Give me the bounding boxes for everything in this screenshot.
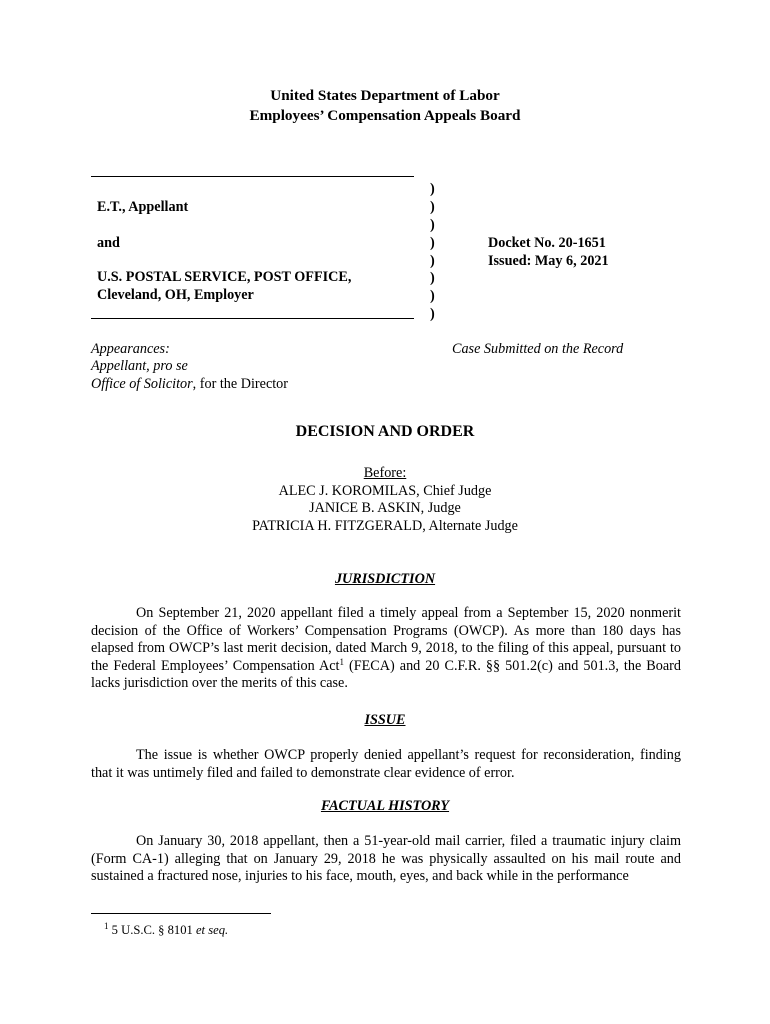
docket-number: Docket No. 20-1651 — [488, 235, 606, 251]
appearances-label: Appearances: — [91, 341, 170, 357]
caption-paren: ) — [430, 181, 435, 197]
agency-header — [0, 86, 770, 125]
employer-name — [97, 269, 351, 304]
footnote — [104, 922, 228, 940]
footnote-text: 5 U.S.C. § 8101 — [108, 923, 196, 937]
judge-name: PATRICIA H. FITZGERALD, Alternate Judge — [252, 518, 518, 535]
appearances-block — [91, 341, 288, 393]
footnote-rule — [91, 913, 271, 914]
caption-paren: ) — [430, 198, 435, 215]
employer-line-1: U.S. POSTAL SERVICE, POST OFFICE, — [97, 269, 352, 285]
jurisdiction-paragraph — [91, 605, 681, 693]
footnote-et-seq: et seq. — [195, 923, 229, 937]
caption-paren: ) — [430, 252, 435, 269]
judge-name: ALEC J. KOROMILAS, Chief Judge — [278, 482, 492, 499]
footnote-reference[interactable]: 1 — [339, 656, 344, 667]
before-label: Before: — [363, 465, 407, 481]
appellant-name: E.T., Appellant — [97, 199, 189, 215]
factual-history-paragraph: On January 30, 2018 appellant, then a 51-year-old mail carrier, filed a traumatic injury claim (Form CA-1) alleging that on January 29, 2018 he was physically assaulted on his mail route and sustained a fractured nose, injuries to his face, mouth, eyes, and back while in the performance — [91, 833, 681, 885]
judge-panel — [0, 465, 770, 536]
factual-history-heading: FACTUAL HISTORY — [320, 798, 450, 814]
solicitor-office: Office of Solicitor — [91, 375, 193, 392]
solicitor-role: , for the Director — [192, 375, 289, 392]
caption-parentheses — [430, 181, 435, 324]
issue-heading: ISSUE — [364, 712, 406, 728]
agency-name: United States Department of Labor — [270, 87, 500, 104]
caption-top-rule — [91, 176, 414, 177]
footnote-number: 1 — [104, 921, 109, 931]
caption-paren: ) — [430, 216, 435, 233]
document-title: DECISION AND ORDER — [295, 423, 475, 440]
issued-date: Issued: May 6, 2021 — [488, 252, 609, 269]
jurisdiction-text-continued: (FECA) and 20 C.F.R. §§ 501.2(c) and 501.3, the Board lacks jurisdiction over the merits of this case. — [91, 657, 681, 692]
caption-paren: ) — [430, 270, 435, 287]
jurisdiction-heading: JURISDICTION — [334, 571, 436, 587]
docket-info — [488, 235, 609, 270]
jurisdiction-text: On September 21, 2020 appellant filed a timely appeal from a September 15, 2020 nonmerit decision of the Office of Workers’ Compensation Programs (OWCP). As more than 180 days has elapsed from OWCP’s last merit decision, dated March 9, 2018, to the filing of this appeal, pursuant to the Federal Employees’ Compensation Act — [91, 605, 681, 674]
appellant-appearance: Appellant, pro se — [91, 358, 188, 375]
caption-and: and — [97, 235, 120, 251]
submission-note: Case Submitted on the Record — [452, 341, 624, 357]
caption-paren: ) — [430, 306, 435, 323]
caption-paren: ) — [430, 234, 435, 251]
judge-name: JANICE B. ASKIN, Judge — [309, 500, 461, 517]
solicitor-appearance — [91, 376, 288, 393]
caption-paren: ) — [430, 288, 435, 305]
employer-line-2: Cleveland, OH, Employer — [97, 286, 254, 303]
caption-bottom-rule — [91, 318, 414, 319]
board-name: Employees’ Compensation Appeals Board — [249, 106, 521, 124]
issue-paragraph: The issue is whether OWCP properly denied appellant’s request for reconsideration, finding that it was untimely filed and failed to demonstrate clear evidence of error. — [91, 747, 681, 781]
